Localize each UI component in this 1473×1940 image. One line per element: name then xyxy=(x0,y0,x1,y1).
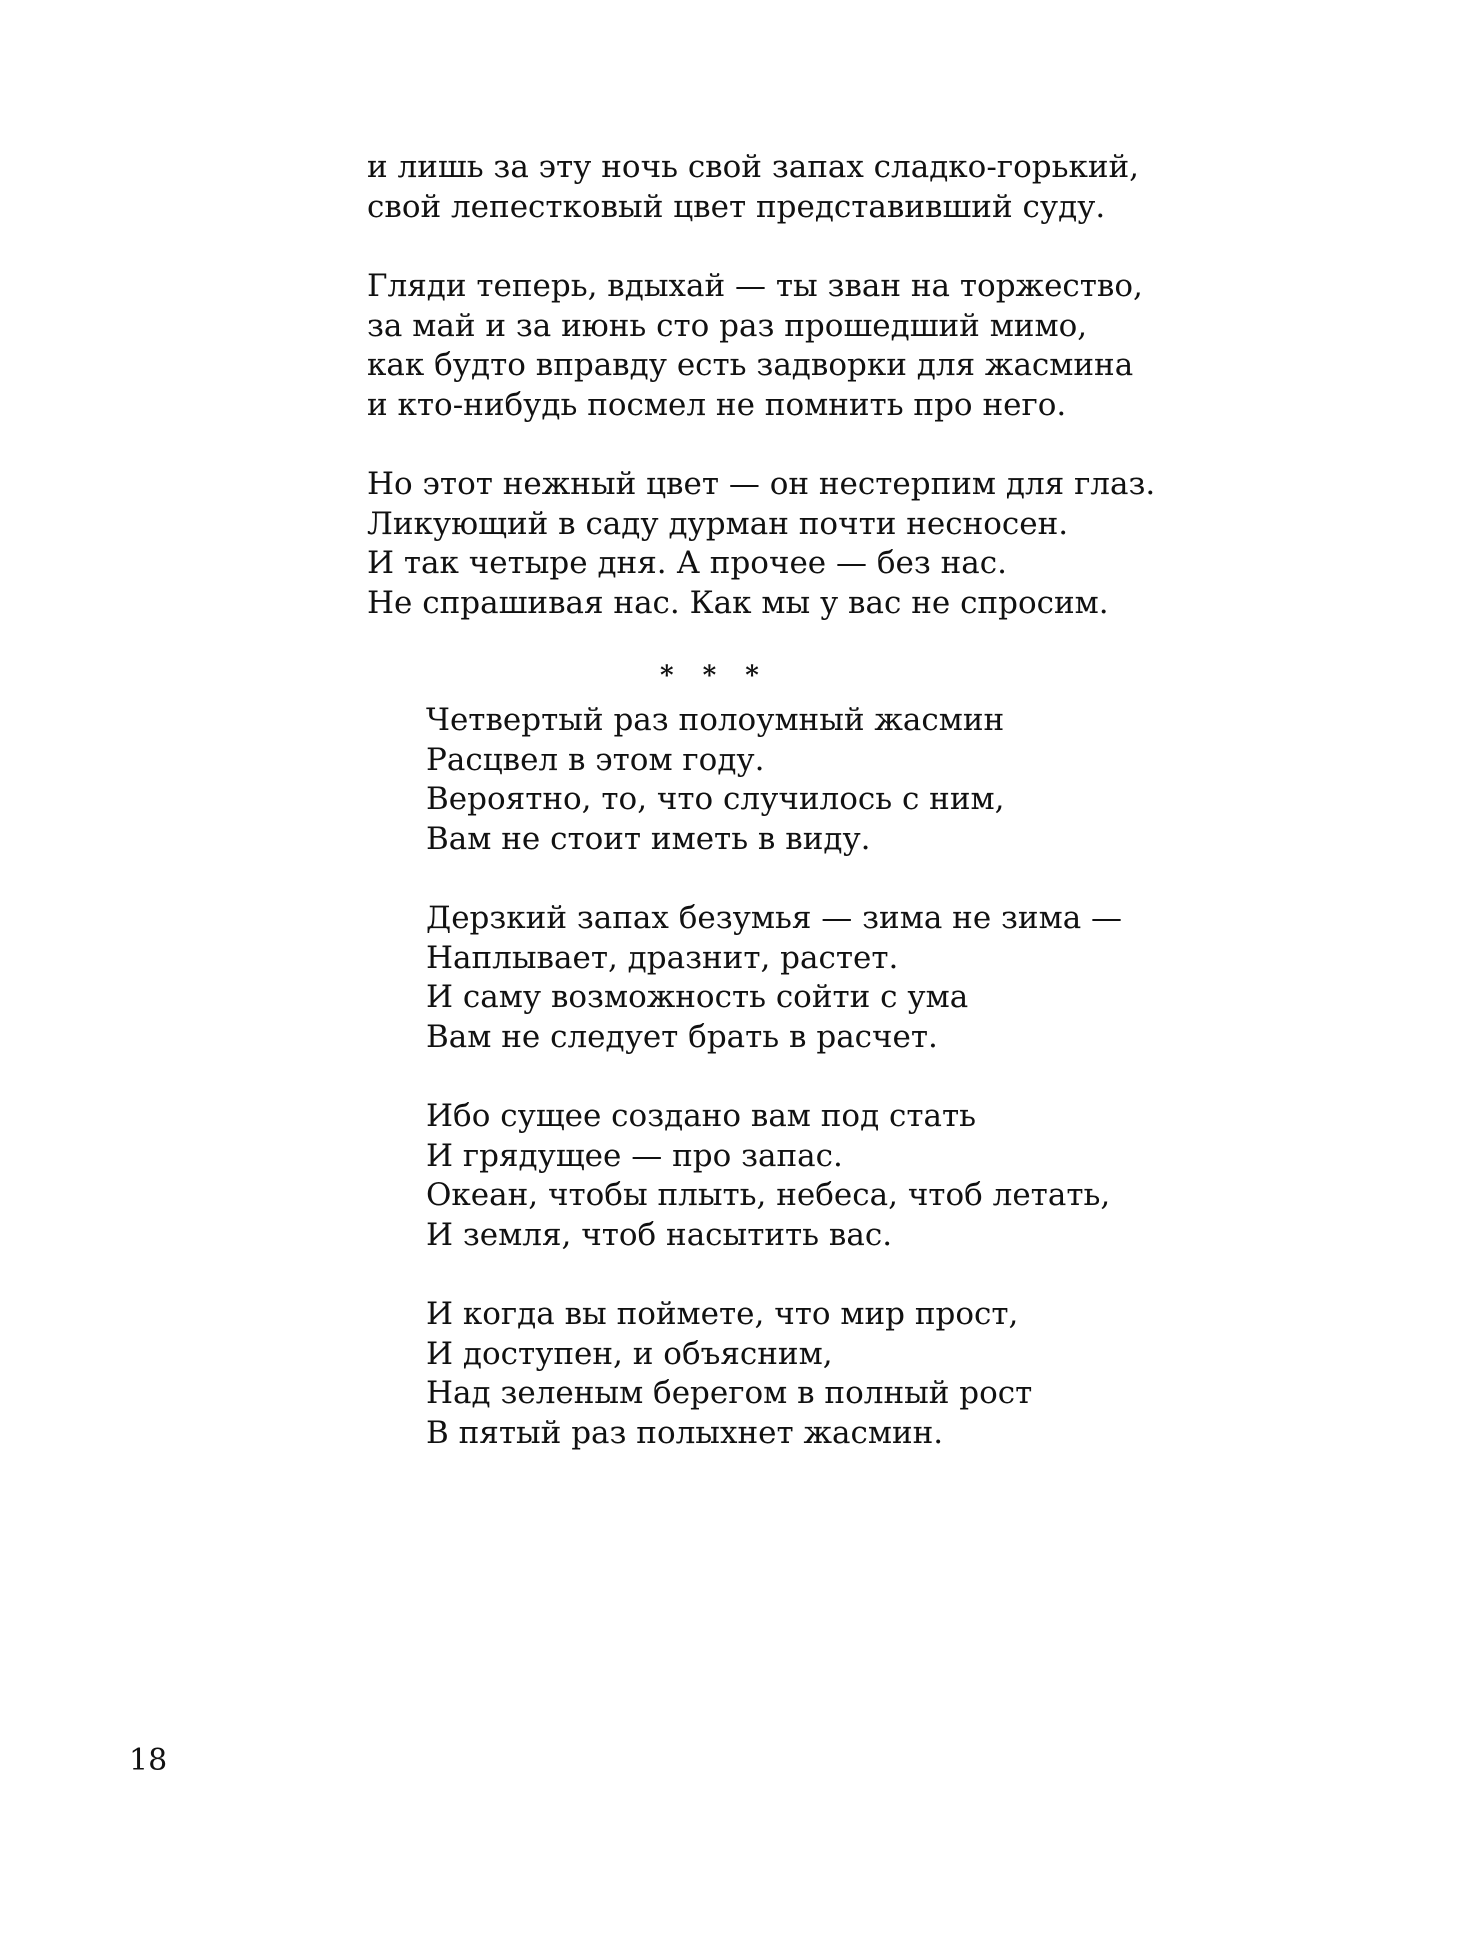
verse-line: как будто вправду есть задворки для жасмина xyxy=(367,347,1134,383)
verse-line: И саму возможность сойти с ума xyxy=(426,979,969,1015)
stanza xyxy=(426,899,1122,1057)
verse-line: Но этот нежный цвет — он нестерпим для глаз. xyxy=(367,466,1156,502)
verse-line: и лишь за эту ночь свой запах сладко-горький, xyxy=(367,149,1140,185)
verse-line: И грядущее — про запас. xyxy=(426,1137,843,1174)
poem-continuation xyxy=(367,148,1155,623)
verse-line: И когда вы поймете, что мир прост, xyxy=(426,1296,1019,1332)
verse-line: Гляди теперь, вдыхай — ты зван на торжество, xyxy=(367,268,1143,304)
stanza xyxy=(426,1295,1122,1453)
verse-line: Вероятно, то, что случилось с ним, xyxy=(426,781,1005,817)
verse-line: Океан, чтобы плыть, небеса, чтоб летать, xyxy=(426,1177,1111,1213)
verse-line: В пятый раз полыхнет жасмин. xyxy=(426,1414,944,1451)
verse-line: Дерзкий запах безумья — зима не зима — xyxy=(426,900,1123,936)
poem xyxy=(426,701,1122,1453)
verse-line: Не спрашивая нас. Как мы у вас не спросим. xyxy=(367,584,1109,621)
verse-line: Расцвел в этом году. xyxy=(426,741,765,778)
verse-line: и кто-нибудь посмел не помнить про него. xyxy=(367,386,1067,423)
stanza xyxy=(367,267,1155,425)
stanza xyxy=(426,1097,1122,1255)
verse-line: свой лепестковый цвет представивший суду. xyxy=(367,188,1106,225)
verse-line: за май и за июнь сто раз прошедший мимо, xyxy=(367,307,1088,344)
stanza xyxy=(367,148,1155,227)
verse-line: Вам не следует брать в расчет. xyxy=(426,1018,938,1055)
verse-line: Наплывает, дразнит, растет. xyxy=(426,939,899,976)
poem-separator: * * * xyxy=(660,661,769,691)
page-number: 18 xyxy=(129,1743,168,1778)
stanza xyxy=(367,465,1155,623)
verse-line: Ибо сущее создано вам под стать xyxy=(426,1098,977,1134)
verse-line: И доступен, и объясним, xyxy=(426,1335,833,1372)
verse-line: Над зеленым берегом в полный рост xyxy=(426,1375,1033,1411)
verse-line: Четвертый раз полоумный жасмин xyxy=(426,702,1005,738)
stanza xyxy=(426,701,1122,859)
verse-line: Ликующий в саду дурман почти несносен. xyxy=(367,505,1069,542)
verse-line: Вам не стоит иметь в виду. xyxy=(426,820,871,857)
verse-line: И земля, чтоб насытить вас. xyxy=(426,1216,893,1253)
verse-line: И так четыре дня. А прочее — без нас. xyxy=(367,545,1007,581)
